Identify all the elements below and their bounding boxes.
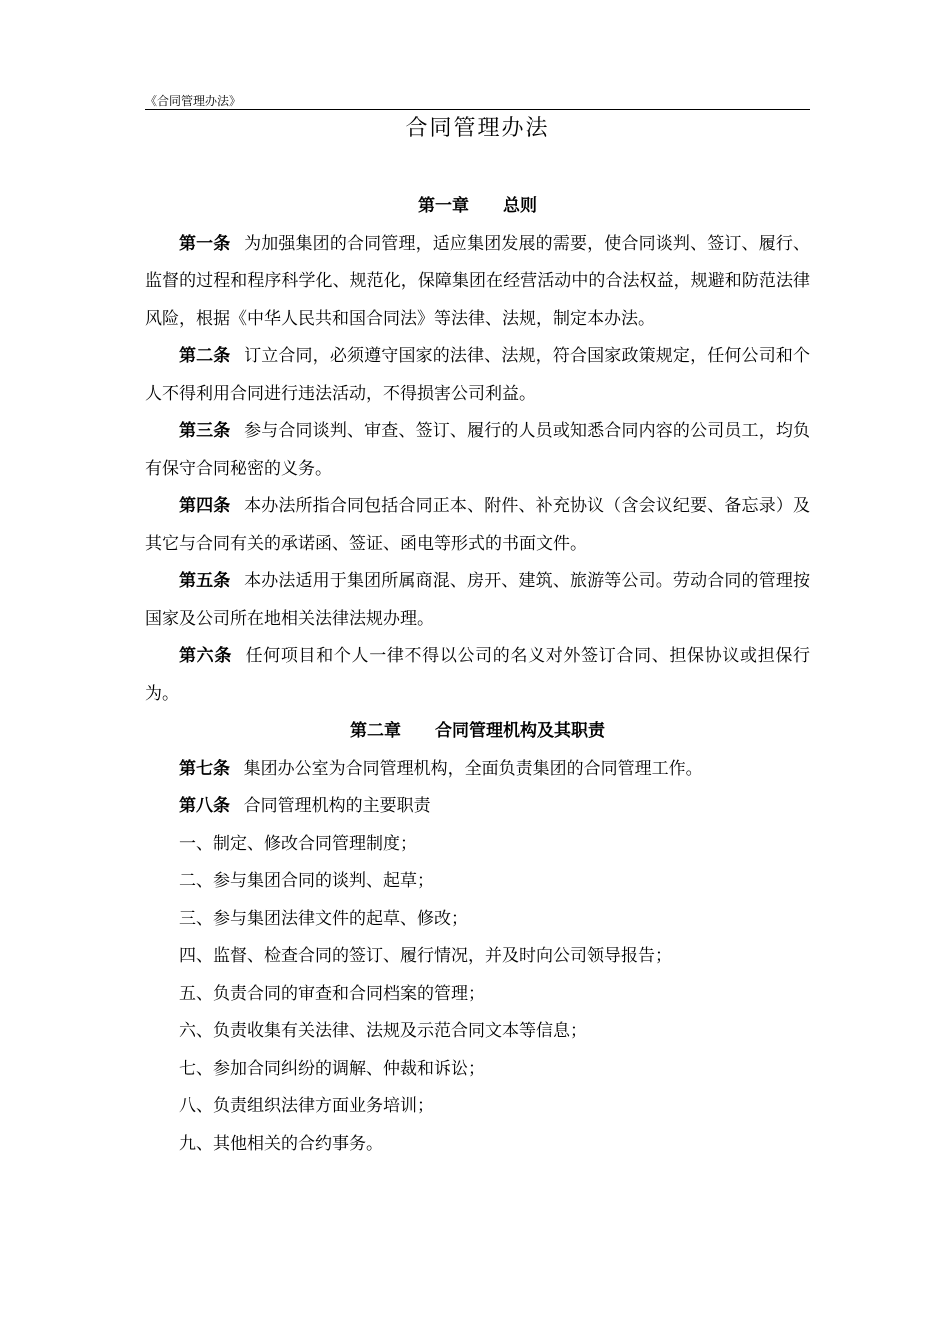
- article-number: 第二条: [179, 346, 231, 366]
- article: [145, 488, 810, 563]
- duty-item: 六、负责收集有关法律、法规及示范合同文本等信息；: [179, 1021, 587, 1041]
- document-body: [145, 188, 810, 1163]
- article-number: 第八条: [179, 796, 230, 816]
- running-header: 《合同管理办法》: [145, 94, 242, 108]
- article: [145, 563, 810, 638]
- article-number: 第六条: [179, 646, 232, 666]
- article-number: 第七条: [179, 758, 230, 779]
- article-text: 为加强集团的合同管理，适应集团发展的需要，使合同谈判、签订、履行、监督的过程和程序科学化、规范化，保障集团在经营活动中的合法权益，规避和防范法律风险，根据《中华人民共和国合同法》等法律、法规，制定本办法。: [145, 233, 811, 329]
- article-text: 本办法适用于集团所属商混、房开、建筑、旅游等公司。劳动合同的管理按国家及公司所在地相关法律法规办理。: [145, 571, 811, 629]
- article-text: 合同管理机构的主要职责: [243, 796, 431, 816]
- article-text: 订立合同，必须遵守国家的法律、法规，符合国家政策规定，任何公司和个人不得利用合同进行违法活动，不得损害公司利益。: [145, 346, 811, 404]
- duty-item: 一、制定、修改合同管理制度；: [179, 833, 417, 854]
- article: [145, 788, 810, 826]
- header-rule: [145, 109, 810, 110]
- duty-item: 七、参加合同纠纷的调解、仲裁和诉讼；: [179, 1058, 485, 1079]
- chapter-heading: 第二章 合同管理机构及其职责: [350, 721, 605, 741]
- duty-item: 八、负责组织法律方面业务培训；: [179, 1096, 434, 1116]
- article-text: 本办法所指合同包括合同正本、附件、补充协议（含会议纪要、备忘录）及其它与合同有关的承诺函、签证、函电等形式的书面文件。: [145, 496, 811, 554]
- article: [145, 413, 810, 488]
- article-number: 第一条: [179, 233, 231, 254]
- article-number: 第四条: [179, 496, 231, 516]
- duty-item: 四、监督、检查合同的签订、履行情况，并及时向公司领导报告；: [179, 946, 672, 966]
- article: [145, 338, 810, 413]
- article-text: 任何项目和个人一律不得以公司的名义对外签订合同、担保协议或担保行为。: [145, 646, 811, 704]
- document-title: 合同管理办法: [405, 116, 550, 141]
- chapter-heading: 第一章 总则: [418, 196, 537, 216]
- article: [145, 751, 810, 789]
- article: [145, 226, 810, 339]
- article: [145, 638, 810, 713]
- article-number: 第三条: [179, 421, 231, 441]
- article-text: 参与合同谈判、审查、签订、履行的人员或知悉合同内容的公司员工，均负有保守合同秘密的义务。: [145, 421, 811, 479]
- duty-item: 九、其他相关的合约事务。: [179, 1133, 383, 1154]
- duty-item: 二、参与集团合同的谈判、起草；: [179, 871, 434, 891]
- article-number: 第五条: [179, 571, 231, 591]
- article-text: 集团办公室为合同管理机构，全面负责集团的合同管理工作。: [243, 758, 703, 779]
- duty-item: 五、负责合同的审查和合同档案的管理；: [179, 983, 485, 1004]
- duty-item: 三、参与集团法律文件的起草、修改；: [179, 908, 468, 929]
